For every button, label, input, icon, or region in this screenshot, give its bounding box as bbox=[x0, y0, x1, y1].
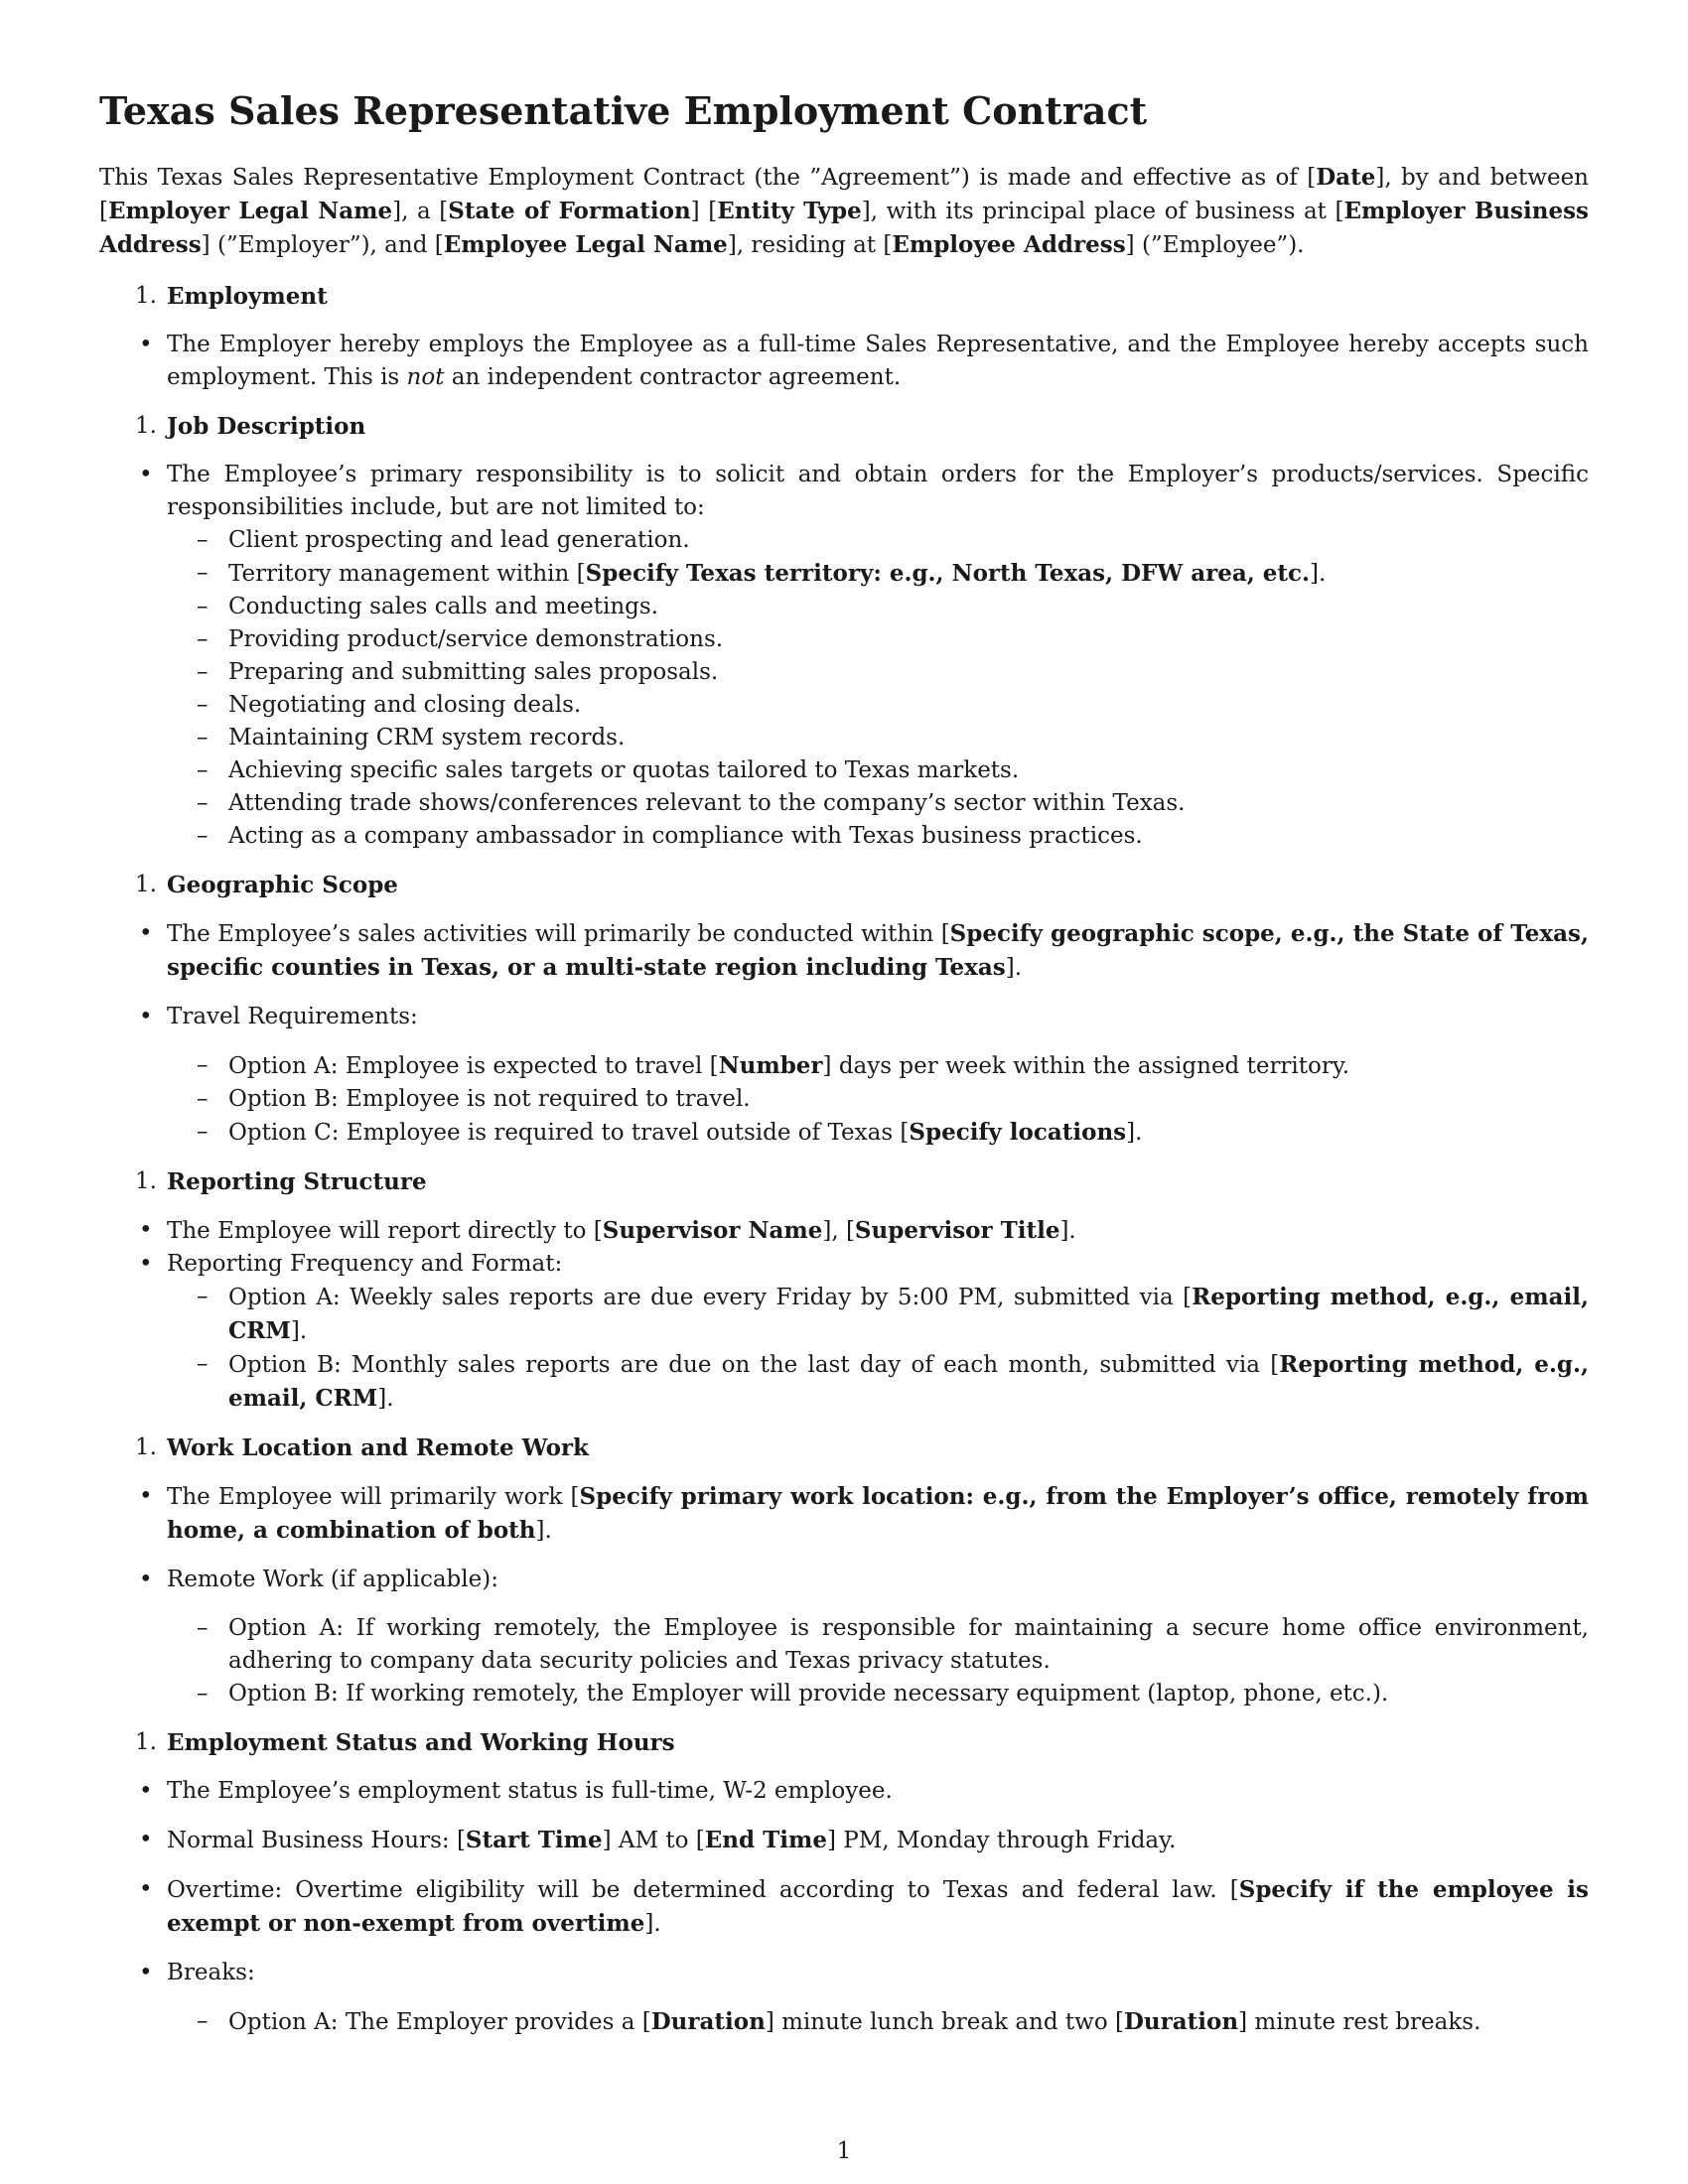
sub-list bbox=[167, 1281, 1589, 1416]
sub-list bbox=[167, 1049, 1589, 1150]
placeholder-employee-address: Employee Address bbox=[892, 231, 1126, 258]
placeholder-territory: Specify Texas territory: e.g., North Texas, DFW area, etc. bbox=[585, 560, 1311, 587]
sub-list-item bbox=[167, 2005, 1589, 2039]
section-title: Work Location and Remote Work bbox=[167, 1434, 589, 1461]
list-item bbox=[99, 459, 1589, 853]
item-text: Territory management within [ bbox=[228, 561, 586, 587]
list-item bbox=[99, 1824, 1589, 1857]
list-item bbox=[99, 329, 1589, 394]
section-title: Geographic Scope bbox=[167, 872, 398, 898]
sub-list-item bbox=[167, 1348, 1589, 1416]
section-number: 1. bbox=[135, 872, 157, 897]
sub-list-item bbox=[167, 1116, 1589, 1150]
section-body bbox=[99, 459, 1589, 853]
sub-list-item: – Attending trade shows/conferences relevant to the company’s sector within Texas. bbox=[167, 787, 1589, 820]
intro-text: ], by and between [ bbox=[99, 165, 1589, 224]
sub-list bbox=[167, 524, 1589, 853]
item-text: The Employee’s primary responsibility is to solicit and obtain orders for the Employer’s products/services. Specific responsibilities include, but are not limited to: bbox=[167, 462, 1589, 520]
intro-text: ], with its principal place of business at [ bbox=[861, 199, 1344, 224]
item-text: ] days per week within the assigned territory. bbox=[822, 1053, 1350, 1079]
item-text: Reporting Frequency and Format: bbox=[167, 1251, 563, 1277]
list-item bbox=[99, 1564, 1589, 1710]
placeholder-supervisor-name: Supervisor Name bbox=[602, 1217, 823, 1244]
sub-list-item: – Option B: Employee is not required to travel. bbox=[167, 1083, 1589, 1116]
item-text: ] minute lunch break and two [ bbox=[765, 2009, 1124, 2035]
list-item bbox=[99, 1957, 1589, 2039]
document-title: Texas Sales Representative Employment Contract bbox=[99, 88, 1148, 133]
item-text: Travel Requirements: bbox=[167, 1004, 418, 1029]
item-text: ]. bbox=[290, 1318, 308, 1344]
section-body bbox=[99, 917, 1589, 1150]
placeholder-duration: Duration bbox=[1123, 2008, 1239, 2035]
item-text: ]. bbox=[535, 1518, 552, 1544]
sub-list bbox=[167, 2005, 1589, 2039]
emphasis-text: not bbox=[406, 364, 445, 390]
intro-text: This Texas Sales Representative Employment Contract (the ”Agreement”) is made and effective as of [ bbox=[99, 165, 1317, 191]
sub-list-item: – Achieving specific sales targets or quotas tailored to Texas markets. bbox=[167, 754, 1589, 787]
document-page bbox=[99, 85, 1589, 2055]
section-number: 1. bbox=[135, 283, 157, 309]
section-body bbox=[99, 329, 1589, 394]
item-text: ]. bbox=[1005, 955, 1023, 981]
item-text: Breaks: bbox=[167, 1960, 255, 1985]
section-number: 1. bbox=[135, 413, 157, 439]
sub-list-item bbox=[167, 557, 1589, 591]
item-text: Remote Work (if applicable): bbox=[167, 1567, 498, 1592]
item-text: ]. bbox=[377, 1386, 394, 1412]
intro-paragraph bbox=[99, 161, 1589, 262]
section-heading bbox=[99, 1165, 1589, 1198]
list-item bbox=[99, 917, 1589, 985]
placeholder-locations: Specify locations bbox=[909, 1119, 1127, 1146]
item-text: The Employee’s sales activities will primarily be conducted within [ bbox=[167, 921, 950, 947]
section-body bbox=[99, 1480, 1589, 1710]
item-text: ]. bbox=[1059, 1218, 1076, 1244]
section-number: 1. bbox=[135, 1168, 157, 1194]
sub-list-item: – Option A: If working remotely, the Employee is responsible for maintaining a secure home office environment, adhering to company data security policies and Texas privacy statutes. bbox=[167, 1612, 1589, 1678]
section-number: 1. bbox=[135, 1434, 157, 1460]
list-item: • The Employee’s employment status is full-time, W-2 employee. bbox=[99, 1775, 1589, 1808]
placeholder-geographic-scope: Specify geographic scope, e.g., the State of Texas, specific counties in Texas, or a multi-state region including Texas bbox=[167, 920, 1589, 981]
placeholder-overtime-status: Specify if the employee is exempt or non-exempt from overtime bbox=[167, 1876, 1589, 1937]
placeholder-number: Number bbox=[718, 1052, 823, 1079]
placeholder-employee-name: Employee Legal Name bbox=[443, 231, 728, 258]
item-text: ]. bbox=[1310, 561, 1327, 587]
section-body bbox=[99, 1775, 1589, 2039]
intro-text: ], a [ bbox=[392, 199, 449, 224]
placeholder-end-time: End Time bbox=[704, 1827, 827, 1853]
item-text: Option B: Monthly sales reports are due on the last day of each month, submitted via [ bbox=[228, 1352, 1280, 1378]
item-text: ] AM to [ bbox=[602, 1828, 705, 1853]
placeholder-reporting-method: Reporting method, e.g., email, CRM bbox=[228, 1284, 1589, 1344]
sub-list-item: – Option B: If working remotely, the Employer will provide necessary equipment (laptop, phone, etc.). bbox=[167, 1678, 1589, 1710]
list-item bbox=[99, 1480, 1589, 1548]
sub-list-item: – Negotiating and closing deals. bbox=[167, 689, 1589, 722]
item-text: Option A: The Employer provides a [ bbox=[228, 2009, 651, 2035]
section-heading bbox=[99, 1432, 1589, 1464]
placeholder-date: Date bbox=[1316, 164, 1376, 191]
item-text: Option C: Employee is required to travel outside of Texas [ bbox=[228, 1120, 910, 1146]
intro-text: ], residing at [ bbox=[727, 232, 893, 258]
section-heading bbox=[99, 869, 1589, 901]
item-text: The Employee will report directly to [ bbox=[167, 1218, 603, 1244]
sub-list-item: – Providing product/service demonstrations. bbox=[167, 623, 1589, 656]
list-item bbox=[99, 1248, 1589, 1416]
sub-list-item: – Maintaining CRM system records. bbox=[167, 722, 1589, 754]
item-text: The Employer hereby employs the Employee as a full-time Sales Representative, and the Employee hereby accepts such employment. This is bbox=[167, 332, 1589, 390]
intro-text: ] (”Employee”). bbox=[1125, 232, 1305, 258]
intro-text: ] (”Employer”), and [ bbox=[201, 232, 444, 258]
item-text: Option A: Weekly sales reports are due every Friday by 5:00 PM, submitted via [ bbox=[228, 1285, 1193, 1310]
item-text: Overtime: Overtime eligibility will be determined according to Texas and federal law. [ bbox=[167, 1877, 1239, 1903]
section-heading bbox=[99, 1726, 1589, 1759]
intro-text: ] [ bbox=[690, 199, 718, 224]
section-title: Reporting Structure bbox=[167, 1168, 427, 1195]
section-heading bbox=[99, 280, 1589, 313]
sub-list-item: – Conducting sales calls and meetings. bbox=[167, 591, 1589, 623]
sub-list bbox=[167, 1612, 1589, 1710]
sub-list-item: – Preparing and submitting sales proposals. bbox=[167, 656, 1589, 689]
item-text: ], [ bbox=[822, 1218, 855, 1244]
item-text: Normal Business Hours: [ bbox=[167, 1828, 466, 1853]
placeholder-employer-name: Employer Legal Name bbox=[107, 198, 393, 224]
section-title: Employment bbox=[167, 283, 328, 310]
placeholder-reporting-method: Reporting method, e.g., email, CRM bbox=[228, 1351, 1589, 1412]
sub-list-item bbox=[167, 1049, 1589, 1083]
sub-list-item: – Client prospecting and lead generation. bbox=[167, 524, 1589, 557]
list-item bbox=[99, 1001, 1589, 1150]
item-text: ]. bbox=[644, 1911, 661, 1937]
placeholder-employer-address: Employer Business Address bbox=[99, 198, 1589, 258]
item-text: ] minute rest breaks. bbox=[1238, 2009, 1481, 2035]
section-body bbox=[99, 1214, 1589, 1416]
placeholder-duration: Duration bbox=[650, 2008, 766, 2035]
list-item bbox=[99, 1214, 1589, 1248]
placeholder-state: State of Formation bbox=[448, 198, 691, 224]
section-title: Job Description bbox=[167, 413, 366, 440]
item-text: ] PM, Monday through Friday. bbox=[826, 1828, 1177, 1853]
placeholder-supervisor-title: Supervisor Title bbox=[854, 1217, 1060, 1244]
placeholder-entity-type: Entity Type bbox=[717, 198, 862, 224]
sub-list-item bbox=[167, 1281, 1589, 1348]
item-text: The Employee will primarily work [ bbox=[167, 1484, 580, 1510]
placeholder-start-time: Start Time bbox=[465, 1827, 603, 1853]
list-item bbox=[99, 1873, 1589, 1941]
placeholder-work-location: Specify primary work location: e.g., from the Employer’s office, remotely from home, a combination of both bbox=[167, 1483, 1589, 1544]
item-text: Option A: Employee is expected to travel [ bbox=[228, 1053, 719, 1079]
item-text: ]. bbox=[1126, 1120, 1143, 1146]
sub-list-item: – Acting as a company ambassador in compliance with Texas business practices. bbox=[167, 820, 1589, 853]
section-heading bbox=[99, 410, 1589, 443]
section-title: Employment Status and Working Hours bbox=[167, 1729, 675, 1756]
page-number: 1 bbox=[836, 2138, 852, 2164]
section-number: 1. bbox=[135, 1729, 157, 1755]
item-text: an independent contractor agreement. bbox=[444, 364, 902, 390]
